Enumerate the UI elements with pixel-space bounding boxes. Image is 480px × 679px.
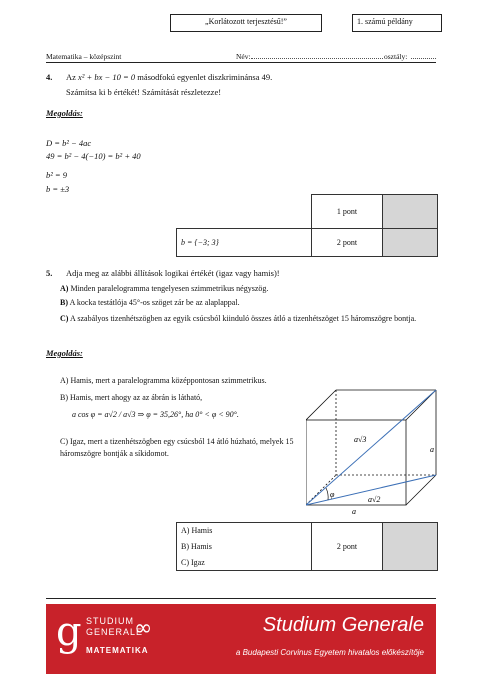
logo-g-icon: g: [56, 609, 82, 655]
statement-a-text: Minden paralelogramma tengelyesen szimmetrikus négyszög.: [70, 284, 269, 293]
footer-title: Studium Generale: [262, 614, 424, 636]
restricted-label: „Korlátozott terjesztésű!”: [170, 14, 322, 32]
statement-c-text: A szabályos tizenhétszögben az egyik csúcsból kiinduló összes átló a tizenhétszöget 15 háromszögre bontja.: [70, 314, 417, 323]
task5-number: 5.: [46, 268, 53, 278]
task5-intro: Adja meg az alábbi állítások logikai értékét (igaz vagy hamis)!: [66, 268, 280, 278]
edge-label-bottom: a: [352, 507, 356, 515]
task5-score-table: [176, 522, 438, 571]
brand-line2: GENERALE: [86, 627, 144, 637]
footer-subtitle: a Budapesti Corvinus Egyetem hivatalos előkészítője: [235, 648, 424, 657]
task4-line1-pre: Az: [66, 72, 76, 82]
infinity-icon: ∞: [134, 616, 153, 641]
task4-score-answer: b = {−3; 3}: [177, 229, 312, 257]
space-diagonal: [306, 390, 436, 505]
edge-label-right: a: [430, 445, 434, 454]
diag-label: a√3: [354, 435, 367, 444]
statement-b-label: B): [60, 298, 68, 307]
task4-math-4: b = ±3: [46, 184, 70, 194]
face-diag-label: a√2: [368, 495, 381, 504]
brand-line1: STUDIUM: [86, 616, 134, 626]
copy-label: 1. számú példány: [352, 14, 442, 32]
task4-score-points-1: 1 pont: [312, 195, 383, 229]
class-dots: [411, 58, 436, 59]
footer-rule: [46, 598, 436, 599]
header-rule: [46, 62, 436, 63]
statement-c-label: C): [60, 314, 69, 323]
task5-answer-b: B) Hamis: [177, 539, 312, 555]
brand-line3: MATEMATIKA: [86, 646, 149, 655]
task4-math-2: 49 = b² − 4(−10) = b² + 40: [46, 151, 141, 161]
answer-a: A) Hamis, mert a paralelogramma középpontosan szimmetrikus.: [60, 376, 267, 385]
answer-b-line1: B) Hamis, mert ahogy az az ábrán is látható,: [60, 393, 203, 402]
task4-number: 4.: [46, 72, 53, 82]
task5-score-box[interactable]: [383, 523, 438, 571]
task5-answer-a: A) Hamis: [177, 523, 312, 539]
task4-solution-label: Megoldás:: [46, 108, 83, 118]
task4-math-3: b² = 9: [46, 170, 68, 180]
statement-c: [60, 313, 440, 324]
task4-score-empty: [177, 195, 312, 229]
task4-equation: x² + bx − 10 = 0: [78, 72, 136, 82]
task4-score-points-2: 2 pont: [312, 229, 383, 257]
footer-banner: [46, 604, 436, 674]
name-label: Név:: [236, 52, 251, 61]
angle-arc: [326, 488, 328, 500]
task4-score-table: [176, 194, 438, 257]
task4-line2: Számítsa ki b értékét! Számítását részletezze!: [66, 87, 222, 97]
statement-a: [60, 284, 440, 293]
statement-a-label: A): [60, 284, 69, 293]
subject: Matematika – középszint: [46, 52, 122, 61]
task4-score-box-1[interactable]: [383, 195, 438, 229]
task4-score-box-2[interactable]: [383, 229, 438, 257]
answer-c: C) Igaz, mert a tizenhétszögben egy csúcsból 14 átló húzható, melyek 15 háromszögre bontják a síkidomot.: [60, 437, 294, 458]
statement-b: [60, 298, 440, 307]
task5-score-points: 2 pont: [312, 523, 383, 571]
task5-solution-label: Megoldás:: [46, 348, 83, 358]
class-label: osztály:: [384, 52, 408, 61]
answer-b-line2: a cos φ = a√2 / a√3 ⇒ φ = 35,26°, ha 0° < φ < 90°.: [72, 410, 239, 419]
angle-label: φ: [330, 490, 335, 499]
header-line: [46, 52, 436, 61]
task4-line1-post: másodfokú egyenlet diszkriminánsa 49.: [137, 72, 273, 82]
task5-answer-c: C) Igaz: [177, 555, 312, 571]
cube-figure: [306, 380, 441, 515]
name-dots: [251, 58, 383, 59]
task4-math-1: D = b² − 4ac: [46, 138, 92, 148]
statement-b-text: A kocka testátlója 45°-os szöget zár be az alaplappal.: [69, 298, 240, 307]
task4-question: [66, 72, 272, 82]
